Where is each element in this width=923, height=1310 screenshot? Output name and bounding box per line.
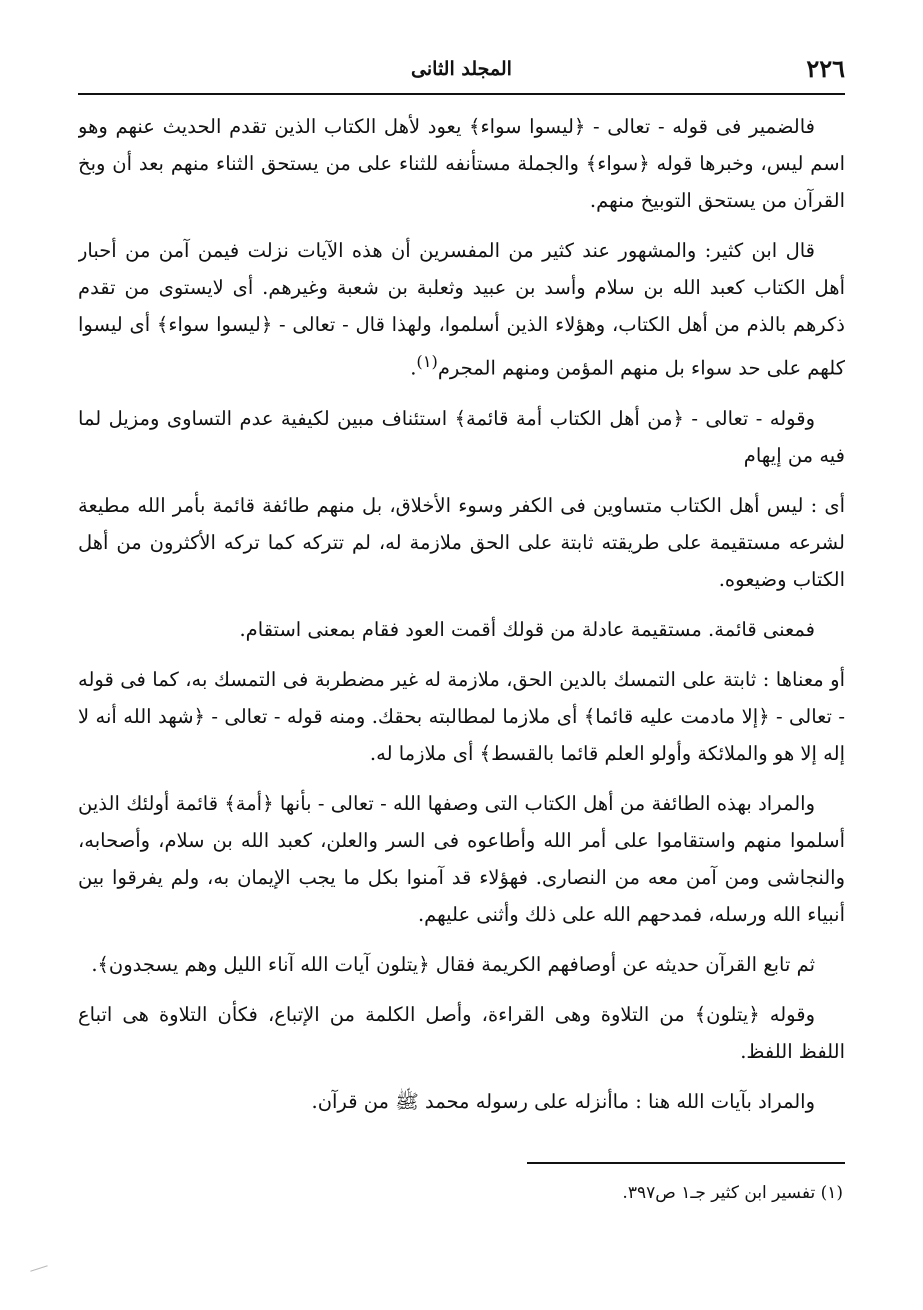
main-text (78, 108, 845, 1118)
paragraph-5: فمعنى قائمة. مستقيمة عادلة من قولك أقمت العود فقام بمعنى استقام. (239, 617, 815, 641)
page-number: ٢٢٦ (806, 54, 845, 83)
paragraph-3: وقوله - تعالى - ﴿من أهل الكتاب أمة قائمة﴾ استئناف مبين لكيفية عدم التساوى ومزيل لما فيه من إيهام (78, 406, 845, 467)
footnote: (١) تفسير ابن كثير جـ١ ص٣٩٧. (622, 1183, 843, 1203)
footnote-reference: (١) (416, 352, 438, 371)
footnote-divider (527, 1162, 845, 1164)
paragraph-2-text: قال ابن كثير: والمشهور عند كثير من المفسرين أن هذه الآيات نزلت فيمن آمن من أحبار أهل الكتاب كعبد الله بن سلام وأسد بن عبيد وثعلبة بن شعبة وغيرهم. أى لايستوى من تقدم ذكرهم بالذم من أهل الكتاب، وهؤلاء الذين أسلموا، ولهذا قال - تعالى - ﴿ليسوا سواء﴾ أى ليسوا كلهم على حد سواء بل منهم المؤمن ومنهم المجرم (78, 239, 845, 380)
paragraph-2-end: . (410, 356, 417, 380)
paragraph-7: والمراد بهذه الطائفة من أهل الكتاب التى وصفها الله - تعالى - بأنها ﴿أمة﴾ قائمة أولئك الذين أسلموا منهم واستقاموا على أمر الله وأطاعوه فى السر والعلن، كعبد الله بن سلام، وأصحابه، والنجاشى ومن آمن معه من النصارى. فهؤلاء قد آمنوا بكل ما يجب الإيمان به، ولم يفرقوا بين أنبياء الله ورسله، فمدحهم الله على ذلك وأثنى عليهم. (78, 791, 845, 926)
paragraph-9: وقوله ﴿يتلون﴾ من التلاوة وهى القراءة، وأصل الكلمة من الإتباع، فكأن التلاوة هى اتباع اللفظ اللفظ. (78, 1002, 845, 1063)
paragraph-6: أو معناها : ثابتة على التمسك بالدين الحق، ملازمة له غير مضطربة فى التمسك به، كما فى قوله - تعالى - ﴿إلا مادمت عليه قائما﴾ أى ملازما لمطالبته بحقك. ومنه قوله - تعالى - ﴿شهد الله أنه لا إله إلا هو والملائكة وأولو العلم قائما بالقسط﴾ أى ملازما له. (78, 667, 845, 765)
scan-mark (30, 1265, 47, 1272)
paragraph-2 (78, 232, 845, 387)
running-head: المجلد الثانى (411, 58, 512, 80)
paragraph-10: والمراد بآيات الله هنا : ماأنزله على رسوله محمد ﷺ من قرآن. (311, 1089, 815, 1113)
paragraph-1: فالضمير فى قوله - تعالى - ﴿ليسوا سواء﴾ يعود لأهل الكتاب الذين تقدم الحديث عنهم وهو اسم ليس، وخبرها قوله ﴿سواء﴾ والجملة مستأنفه للثناء على من يستحق الثناء منهم بعد أن وبخ القرآن من يستحق التوبيخ منهم. (78, 115, 845, 212)
page-header (78, 54, 845, 90)
paragraph-8: ثم تابع القرآن حديثه عن أوصافهم الكريمة فقال ﴿يتلون آيات الله آناء الليل وهم يسجدون﴾. (91, 952, 815, 976)
header-divider (78, 93, 845, 95)
paragraph-4: أى : ليس أهل الكتاب متساوين فى الكفر وسوء الأخلاق، بل منهم طائفة قائمة بأمر الله مطيعة لشرعه مستقيمة على طريقته ثابتة على الحق ملازمة له، لم تتركه كما تركه الأكثرون من أهل الكتاب وضيعوه. (78, 493, 845, 591)
